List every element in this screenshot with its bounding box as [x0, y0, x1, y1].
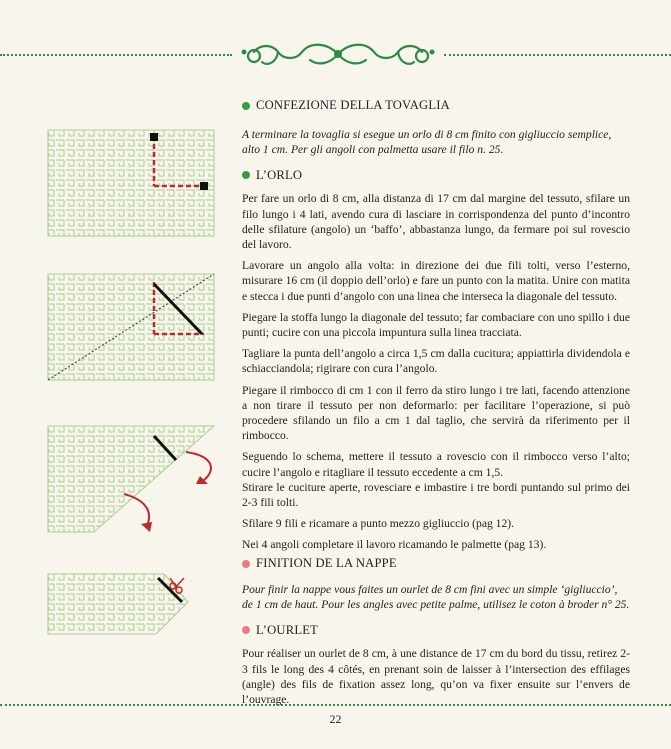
orlo-paragraph: Nei 4 angoli completare il lavoro ricamando le palmette (pag 13).: [242, 538, 547, 552]
text-column: [242, 98, 630, 559]
finition-intro: Pour finir la nappe vous faites un ourlet de 8 cm fini avec un simple ‘gigliuccio’, de 1 cm de haut. Pour les angles avec petite palme, utilisez le coton à broder n° 25.: [242, 583, 630, 612]
bullet-icon: [242, 102, 250, 110]
bullet-icon: [242, 626, 250, 634]
orlo-paragraph: Seguendo lo schema, mettere il tessuto a rovescio con il rimbocco verso l’alto; cucire l’angolo e ritagliare il tessuto eccedente a cm 1,5. Stirare le cuciture aperte, rovesciare e imbastire i tre bordi puntando sul primo dei 2-3 fili tolti.: [242, 450, 630, 510]
section-heading-finition: FINITION DE LA NAPPE: [242, 556, 630, 572]
orlo-paragraph: Piegare la stoffa lungo la diagonale del tessuto; far combaciare con uno spillo i due punti; cucire con una piccola impuntura sulla linea tracciata.: [242, 310, 630, 340]
diagram-diagonal-line: [46, 272, 216, 382]
orlo-body: [242, 191, 630, 552]
ornament-icon: [238, 34, 438, 74]
bullet-icon: [242, 171, 250, 179]
section-heading-confezione: CONFEZIONE DELLA TOVAGLIA: [242, 98, 630, 114]
text-column-french: [242, 556, 630, 713]
top-dotted-rule-right: [444, 54, 671, 56]
confezione-intro: A terminare la tovaglia si esegue un orlo di 8 cm finito con gigliuccio semplice, alto 1 cm. Per gli angoli con palmetta usare il filo n. 25.: [242, 128, 612, 157]
ourlet-paragraph: Pour réaliser un ourlet de 8 cm, à une distance de 17 cm du bord du tissu, retirez 2-3 fils le long des 4 côtés, en prenant soin de laisser à l’intersection des effilages (angle) des fils de fixation assez long, qu’on va fixer ensuite sur l’envers de l’ouvrage.: [242, 647, 630, 707]
section-heading-orlo: L’ORLO: [242, 167, 630, 183]
orlo-paragraph: Lavorare un angolo alla volta: in direzione dei due fili tolti, verso l’esterno, misurare 16 cm (il doppio dell’orlo) e fare un punto con la matita. Unire con matita e stecca i due punti d’angolo con una linea che interseca la diagonale del tessuto.: [242, 259, 630, 303]
bullet-icon: [242, 560, 250, 568]
page-number: 22: [329, 712, 342, 726]
orlo-paragraph: Piegare il rimbocco di cm 1 con il ferro da stiro lungo i tre lati, facendo attenzione a non tirare il tessuto per non deformarlo: per facilitare l’operazione, si può procedere sfilando un filo a cm 1 dal taglio, che servirà da riferimento per il rimbocco.: [242, 383, 630, 443]
section-heading-ourlet: L’OURLET: [242, 622, 630, 638]
diagram-cut-corner: [46, 572, 216, 636]
orlo-paragraph: Sfilare 9 fili e ricamare a punto mezzo gigliuccio (pag 12).: [242, 517, 515, 531]
bottom-dotted-rule: [0, 704, 671, 706]
orlo-paragraph: Tagliare la punta dell’angolo a circa 1,5 cm dalla cucitura; appiattirla dividendola e schiacciandola; rigirare con cura l’angolo.: [242, 347, 630, 376]
diagram-corner-marking: [46, 128, 216, 238]
orlo-paragraph: Per fare un orlo di 8 cm, alla distanza di 17 cm dal margine del tessuto, sfilare un filo lungo i 4 lati, avendo cura di lasciare in corrispondenza del punto d’incontro delle sfilature (angolo) un ‘baffo’, abbastanza lungo, da fermare poi sul rovescio del lavoro.: [242, 192, 630, 252]
diagram-fold-corner: [46, 424, 216, 544]
top-dotted-rule-left: [0, 54, 232, 56]
